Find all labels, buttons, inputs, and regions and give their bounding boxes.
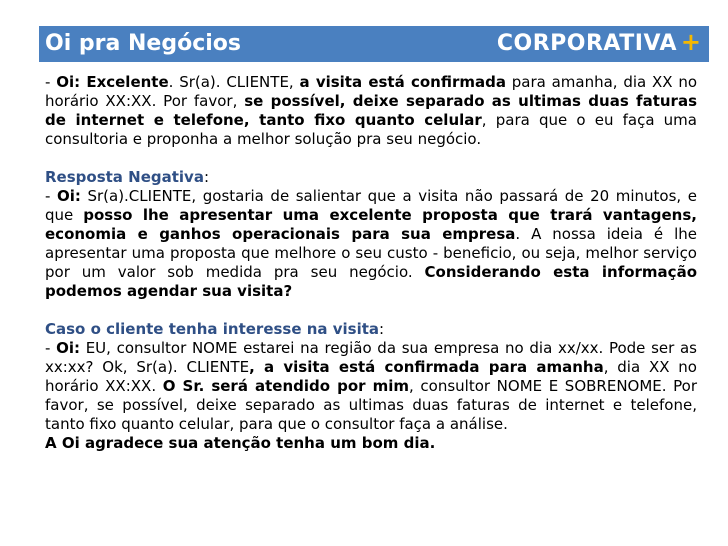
p3-text-1: EU, consultor NOME estarei na região da sua empresa no dia xx/xx. Pode ser as xx:xx? Ok, Sr(a). CLIENTE bbox=[45, 339, 697, 376]
p1-text-3: , para que o eu faça uma consultoria e proponha a melhor solução pra seu negócio. bbox=[45, 111, 697, 148]
p1-text-2: para amanha, dia XX no horário XX:XX. Por favor, bbox=[45, 73, 698, 110]
heading-interest bbox=[45, 320, 697, 339]
p2-text-2: . A nossa ideia é lhe apresentar uma proposta que melhore o seu custo - beneficio, ou seja, melhor serviço por um valor sob medida pra seu negócio. bbox=[45, 225, 697, 281]
plus-icon: + bbox=[680, 28, 701, 56]
p2-dash: - bbox=[45, 187, 57, 205]
p1-bold-2: se possível, deixe separado as ultimas duas faturas de internet e telefone, tanto fixo quanto celular bbox=[45, 92, 698, 129]
p1-bold-1: a visita está confirmada bbox=[299, 73, 506, 91]
p1-speaker: Oi: Excelente bbox=[56, 73, 169, 91]
p2-bold-1: posso lhe apresentar uma excelente proposta que trará vantagens, economia e ganhos operacionais para sua empresa bbox=[45, 206, 697, 243]
heading-negative-text: Resposta Negativa bbox=[45, 168, 204, 186]
page-title: Oi pra Negócios bbox=[45, 31, 241, 56]
brand-label: CORPORATIVA bbox=[496, 31, 677, 56]
spacer bbox=[45, 301, 697, 320]
heading-negative-colon: : bbox=[203, 168, 209, 186]
header-bar bbox=[39, 26, 709, 62]
closing-text: A Oi agradece sua atenção tenha um bom dia. bbox=[45, 434, 436, 452]
p2-speaker: Oi: bbox=[56, 187, 81, 205]
paragraph-confirmation bbox=[45, 73, 697, 149]
script-content bbox=[45, 73, 697, 453]
p3-text-2: , dia XX no horário XX:XX. bbox=[45, 358, 697, 395]
p2-bold-2: Considerando esta informação podemos agendar sua visita? bbox=[45, 263, 697, 300]
spacer bbox=[45, 149, 697, 168]
paragraph-interest bbox=[45, 339, 697, 434]
p3-speaker: Oi: bbox=[56, 339, 81, 357]
p3-bold-1: , a visita está confirmada para amanha bbox=[249, 358, 604, 376]
paragraph-negative bbox=[45, 187, 697, 301]
p3-text-3: , consultor NOME E SOBRENOME. Por favor, se possível, deixe separado as ultimas duas faturas de internet e telefone, tanto fixo quanto celular, para que o consultor faça a análise. bbox=[45, 377, 697, 433]
heading-interest-colon: : bbox=[379, 320, 385, 338]
heading-negative bbox=[45, 168, 697, 187]
heading-interest-text: Caso o cliente tenha interesse na visita bbox=[45, 320, 380, 338]
p2-text-1: Sr(a).CLIENTE, gostaria de salientar que a visita não passará de 20 minutos, e que bbox=[45, 187, 697, 224]
closing-line bbox=[45, 434, 697, 453]
p1-dash: - bbox=[45, 73, 57, 91]
p3-dash: - bbox=[45, 339, 57, 357]
p3-bold-2: O Sr. será atendido por mim bbox=[162, 377, 410, 395]
p1-text-1: . Sr(a). CLIENTE, bbox=[168, 73, 300, 91]
